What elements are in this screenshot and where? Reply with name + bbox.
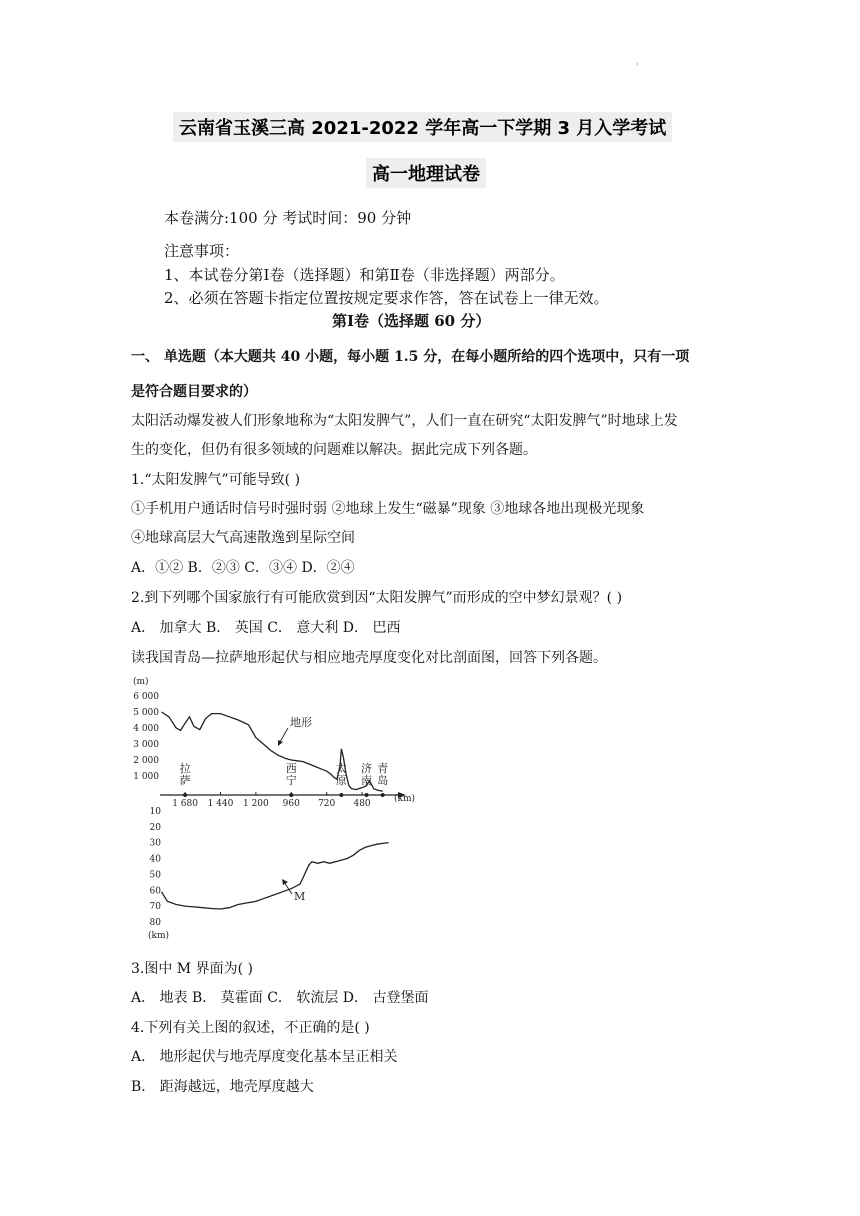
q3-stem: 3.图中 M 界面为( ): [131, 961, 253, 977]
city-label: 原: [335, 774, 347, 787]
city-label: 拉: [179, 762, 191, 775]
q1-items-line2: ④地球高层大气高速散逸到星际空间: [131, 530, 355, 546]
passage1-line1: 太阳活动爆发被人们形象地称为“太阳发脾气”，人们一直在研究“太阳发脾气”时地球上发: [131, 413, 678, 429]
city-label: 太: [335, 762, 347, 775]
q3-options: A． 地表 B． 莫霍面 C． 软流层 D． 古登堡面: [131, 990, 429, 1006]
m-leader-line: [284, 882, 292, 894]
city-label: 济: [361, 762, 372, 775]
terrain-leader-line: [280, 728, 288, 742]
elevation-tick-label: 3 000: [133, 740, 159, 750]
city-label: 南: [361, 774, 372, 787]
depth-unit: (km): [148, 931, 170, 941]
elevation-tick-label: 2 000: [133, 756, 159, 766]
passage1-line2: 生的变化，但仍有很多领域的问题难以解决。据此完成下列各题。: [131, 442, 537, 458]
notice-item-2: 2、必须在答题卡指定位置按规定要求作答，答在试卷上一律无效。: [164, 289, 609, 307]
depth-tick-label: 40: [149, 854, 161, 865]
m-series-label: M: [294, 890, 306, 903]
section-heading-line1: 一、 单选题（本大题共 40 小题，每小题 1.5 分，在每小题所给的四个选项中，只有一项: [131, 349, 690, 365]
x-tick-label: 1 200: [242, 799, 269, 809]
q4-option-b: B． 距海越远，地壳厚度越大: [131, 1079, 314, 1095]
section-heading-line2: 是符合题目要求的）: [131, 384, 257, 400]
depth-tick-label: 70: [149, 902, 161, 913]
x-tick-label: 960: [282, 799, 300, 809]
terrain-line: [162, 712, 383, 791]
depth-tick-label: 20: [149, 822, 161, 833]
depth-tick-label: 30: [149, 838, 161, 849]
profile-chart: [128, 676, 428, 946]
q2-stem: 2.到下列哪个国家旅行有可能欣赏到因“太阳发脾气”而形成的空中梦幻景观？( ): [131, 590, 623, 606]
score-time-line: 本卷满分:100 分 考试时间：90 分钟: [164, 209, 412, 227]
depth-tick-label: 50: [149, 870, 161, 881]
exam-title: 云南省玉溪三高 2021-2022 学年高一下学期 3 月入学考试: [173, 112, 672, 142]
q1-options: A．①② B．②③ C．③④ D．②④: [131, 560, 355, 576]
depth-tick-label: 60: [149, 886, 161, 897]
elevation-tick-label: 6 000: [133, 692, 159, 702]
depth-tick-label: 80: [149, 918, 161, 928]
q4-stem: 4.下列有关上图的叙述，不正确的是( ): [131, 1020, 370, 1036]
elevation-tick-label: 1 000: [133, 772, 159, 782]
elevation-tick-label: 4 000: [133, 724, 159, 734]
notice-item-1: 1、本试卷分第Ⅰ卷（选择题）和第Ⅱ卷（非选择题）两部分。: [164, 266, 565, 284]
passage2-line1: 读我国青岛—拉萨地形起伏与相应地壳厚度变化对比剖面图，回答下列各题。: [131, 650, 607, 666]
q4-option-a: A． 地形起伏与地壳厚度变化基本呈正相关: [131, 1049, 398, 1065]
x-tick-label: 720: [318, 799, 336, 809]
city-label: 萨: [179, 774, 191, 787]
city-label: 宁: [285, 774, 297, 787]
depth-tick-label: 10: [149, 806, 161, 817]
distance-unit: (km): [394, 794, 416, 804]
city-label: 青: [377, 762, 389, 775]
x-tick-label: 1 680: [172, 799, 198, 809]
city-label: 岛: [377, 774, 389, 787]
city-label: 西: [285, 762, 297, 775]
elevation-tick-label: 5 000: [133, 708, 159, 718]
page-mark: ·: [636, 60, 639, 69]
volume-title: 第Ⅰ卷（选择题 60 分）: [332, 312, 491, 330]
q2-options: A． 加拿大 B． 英国 C． 意大利 D． 巴西: [131, 620, 401, 636]
x-tick-label: 1 440: [207, 799, 234, 809]
terrain-series-label: 地形: [290, 716, 312, 729]
q1-stem: 1.“太阳发脾气”可能导致( ): [131, 472, 301, 488]
exam-subtitle: 高一地理试卷: [366, 158, 486, 188]
notice-title: 注意事项：: [164, 242, 240, 260]
moho-line: [162, 843, 389, 909]
x-tick-label: 480: [353, 799, 371, 809]
q1-items-line1: ①手机用户通话时信号时强时弱 ②地球上发生“磁暴”现象 ③地球各地出现极光现象: [131, 501, 645, 517]
elevation-unit: (m): [133, 677, 149, 687]
